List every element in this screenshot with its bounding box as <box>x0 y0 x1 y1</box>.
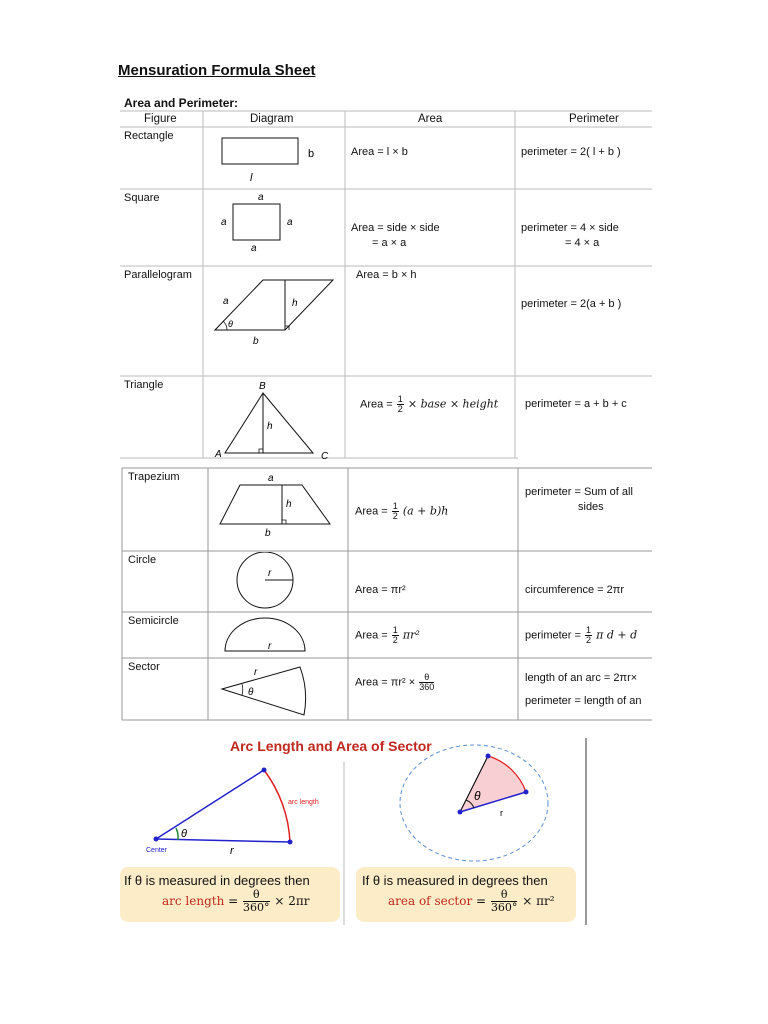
svg-text:h: h <box>286 499 292 510</box>
svg-text:r: r <box>268 568 272 579</box>
arc-length-note <box>120 867 340 922</box>
svg-text:a: a <box>258 192 264 203</box>
svg-text:a: a <box>287 217 293 228</box>
svg-text:θ: θ <box>181 828 187 840</box>
svg-text:r: r <box>268 641 272 652</box>
svg-text:a: a <box>251 243 257 254</box>
parallelogram-diagram <box>205 268 345 376</box>
trapezium-perimeter-line2: sides <box>578 501 604 513</box>
page-title: Mensuration Formula Sheet <box>118 62 316 79</box>
sector-diagram <box>210 659 346 719</box>
triangle-diagram <box>205 377 345 461</box>
circle-area: Area = πr² <box>355 584 406 596</box>
rectangle-perimeter: perimeter = 2( l + b ) <box>521 146 621 158</box>
rectangle-area: Area = l × b <box>351 146 408 158</box>
svg-text:a: a <box>223 296 229 307</box>
arc-length-note-line1: If θ is measured in degrees then <box>124 873 310 888</box>
section-subtitle: Area and Perimeter: <box>124 96 239 110</box>
trapezium-diagram <box>210 469 346 549</box>
arc-length-formula: arc length = $\frac{\theta}{360^\circ}$ × 2πr <box>162 888 310 914</box>
arc-section-title: Arc Length and Area of Sector <box>230 738 432 754</box>
sector-area-formula: area of sector = $\frac{\theta}{360^\circ}$ × πr² <box>388 888 555 914</box>
header-figure: Figure <box>144 113 177 125</box>
svg-text:arc length: arc length <box>288 799 319 806</box>
square-perimeter-line1: perimeter = 4 × side <box>521 222 619 234</box>
svg-text:θ: θ <box>474 789 481 803</box>
svg-text:r: r <box>254 667 258 678</box>
svg-text:C: C <box>321 451 329 461</box>
sector-area-note <box>356 867 576 922</box>
trapezium-area: Area = $\frac{1}{2}$ (a + b)h <box>355 501 449 521</box>
svg-text:r: r <box>230 845 234 857</box>
svg-text:b: b <box>253 336 259 347</box>
circle-diagram <box>210 552 346 612</box>
semicircle-area: Area = $\frac{1}{2}$ πr² <box>355 625 420 645</box>
header-perimeter: Perimeter <box>569 113 619 125</box>
square-perimeter-line2: = 4 × a <box>565 237 600 249</box>
figure-trapezium: Trapezium <box>128 471 180 483</box>
figure-circle: Circle <box>128 554 157 566</box>
triangle-perimeter: perimeter = a + b + c <box>525 398 627 410</box>
figure-parallelogram: Parallelogram <box>124 269 192 281</box>
svg-text:A: A <box>215 449 222 460</box>
figure-semicircle: Semicircle <box>128 615 179 627</box>
rectangle-label-l: l <box>250 172 253 184</box>
header-area: Area <box>418 113 443 125</box>
svg-text:b: b <box>265 528 271 539</box>
svg-text:Center: Center <box>146 847 168 854</box>
circle-circumference: circumference = 2πr <box>525 584 624 596</box>
square-area-line1: Area = side × side <box>351 222 440 234</box>
parallelogram-area: Area = b × h <box>356 269 417 281</box>
header-diagram: Diagram <box>250 113 294 125</box>
figure-square: Square <box>124 192 160 204</box>
figure-triangle: Triangle <box>124 379 164 391</box>
semicircle-perimeter: perimeter = $\frac{1}{2}$ π d + d <box>525 625 638 645</box>
svg-text:θ: θ <box>248 687 254 698</box>
svg-text:B: B <box>259 381 266 392</box>
rectangle-label-b: b <box>308 148 315 160</box>
parallelogram-perimeter: perimeter = 2(a + b ) <box>521 298 622 310</box>
svg-text:θ: θ <box>228 319 233 329</box>
svg-text:a: a <box>268 473 274 484</box>
triangle-area: Area = $\frac{1}{2}$ × base × height <box>360 394 499 414</box>
sector-area: Area = πr² × $\frac{\theta}{360}$ <box>355 672 435 692</box>
square-area-line2: = a × a <box>372 237 407 249</box>
sector-area-note-line1: If θ is measured in degrees then <box>362 873 548 888</box>
figure-sector: Sector <box>128 661 160 673</box>
svg-text:a: a <box>221 217 227 228</box>
square-diagram <box>205 190 345 266</box>
figure-rectangle: Rectangle <box>124 130 174 142</box>
trapezium-perimeter-line1: perimeter = Sum of all <box>525 486 633 498</box>
sector-arc-length: length of an arc = 2πr× <box>525 672 638 684</box>
semicircle-diagram <box>210 613 346 658</box>
svg-text:r: r <box>500 808 503 818</box>
svg-text:h: h <box>267 421 273 432</box>
sector-perimeter: perimeter = length of an <box>525 695 642 707</box>
svg-text:h: h <box>292 298 298 309</box>
rectangle-diagram <box>205 130 345 188</box>
